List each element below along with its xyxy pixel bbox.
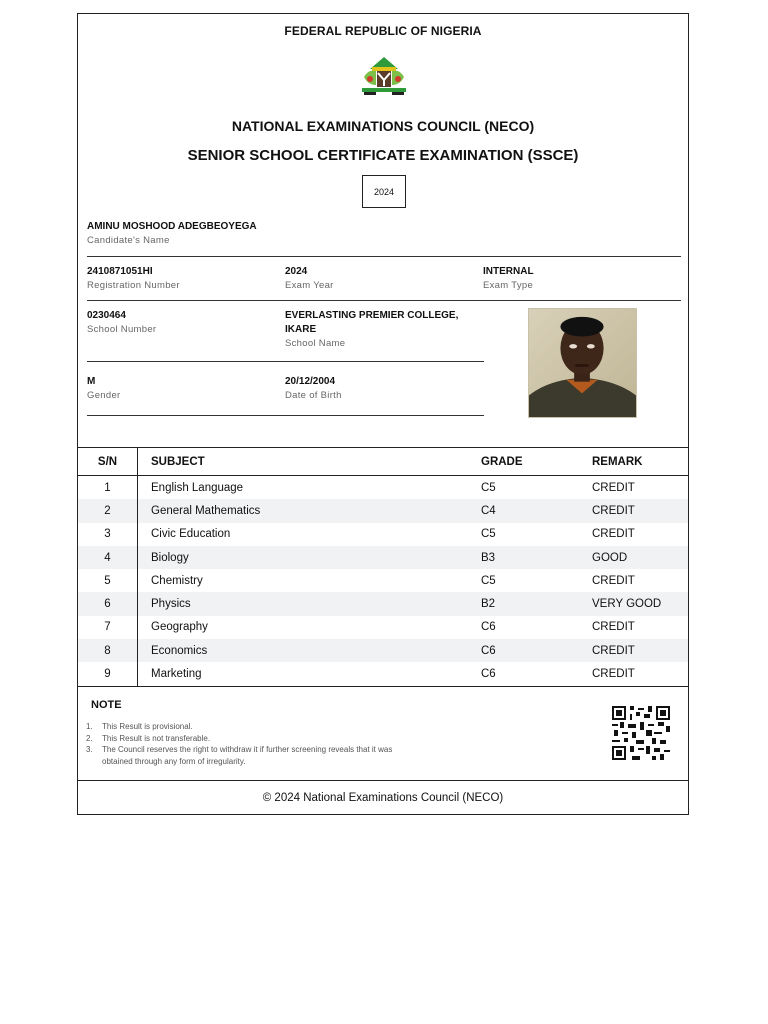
header-sn: S/N <box>78 448 138 476</box>
row-grade: B2 <box>481 592 592 615</box>
gender: M <box>87 376 96 387</box>
divider <box>87 300 681 301</box>
note-list <box>86 721 416 767</box>
council-name: NATIONAL EXAMINATIONS COUNCIL (NECO) <box>231 118 535 134</box>
row-remark: CREDIT <box>592 639 688 662</box>
row-sn: 9 <box>78 662 138 686</box>
candidate-photo <box>528 308 637 418</box>
row-subject: Economics <box>138 639 482 662</box>
exam-year-label: Exam Year <box>285 280 334 291</box>
row-sn: 8 <box>78 639 138 662</box>
exam-title: SENIOR SCHOOL CERTIFICATE EXAMINATION (SSCE) <box>187 147 579 164</box>
row-subject: Marketing <box>151 668 202 681</box>
row-sn: 2 <box>78 499 138 522</box>
table-header-row <box>78 448 688 476</box>
row-sn: 1 <box>78 476 138 500</box>
row-subject: Physics <box>138 592 482 615</box>
row-remark: CREDIT <box>592 668 635 681</box>
exam-type-label: Exam Type <box>483 280 534 291</box>
school-name-label: School Name <box>285 338 346 349</box>
school-number-label: School Number <box>87 324 157 335</box>
row-subject: English Language <box>151 481 244 494</box>
exam-year-field <box>285 265 334 293</box>
exam-type: INTERNAL <box>483 266 534 277</box>
reg-number: 2410871051HI <box>87 266 153 277</box>
row-remark: CREDIT <box>592 481 635 494</box>
header-grade: GRADE <box>481 448 592 476</box>
table-row <box>78 616 688 639</box>
school-number-field <box>87 309 156 337</box>
table-row <box>78 499 688 522</box>
date-of-birth-label: Date of Birth <box>285 390 342 401</box>
divider <box>87 256 681 257</box>
row-grade: C5 <box>481 528 496 541</box>
row-grade: C5 <box>481 574 496 587</box>
row-sn: 6 <box>78 592 138 615</box>
divider <box>87 415 484 416</box>
candidate-name: AMINU MOSHOOD ADEGBEOYEGA <box>87 221 257 232</box>
row-subject: Chemistry <box>151 574 203 587</box>
row-remark: CREDIT <box>592 574 635 587</box>
row-grade: C5 <box>481 481 496 494</box>
table-row <box>78 662 688 686</box>
country-title: FEDERAL REPUBLIC OF NIGERIA <box>284 24 482 38</box>
reg-number-field <box>87 265 180 293</box>
row-grade: C6 <box>481 639 592 662</box>
exam-year: 2024 <box>285 266 308 277</box>
row-remark: CREDIT <box>592 528 635 541</box>
table-row <box>78 476 688 500</box>
reg-number-label: Registration Number <box>87 280 180 291</box>
row-remark: VERY GOOD <box>592 592 688 615</box>
exam-year-box: 2024 <box>362 175 406 208</box>
row-sn: 7 <box>78 616 138 639</box>
school-name-field <box>285 309 458 351</box>
candidate-name-label: Candidate's Name <box>87 235 170 246</box>
row-grade: C6 <box>481 668 496 681</box>
note-text: This Result is provisional. <box>102 722 193 731</box>
qr-code-icon <box>612 706 670 760</box>
school-number: 0230464 <box>87 310 126 321</box>
gender-field <box>87 375 121 403</box>
note-item <box>86 721 416 733</box>
row-sn: 5 <box>78 569 138 592</box>
table-row <box>78 546 688 569</box>
note-title: NOTE <box>91 699 122 711</box>
exam-type-field <box>483 265 534 293</box>
note-number: 1. <box>86 722 93 731</box>
note-text: This Result is not transferable. <box>102 733 211 743</box>
dob-field <box>285 375 342 403</box>
results-table <box>78 447 688 687</box>
date-of-birth: 20/12/2004 <box>285 376 336 387</box>
divider <box>87 361 484 362</box>
row-subject: Geography <box>151 621 208 634</box>
note-number: 2. <box>86 733 93 743</box>
table-row <box>78 523 688 546</box>
school-name-line1: EVERLASTING PREMIER COLLEGE, <box>285 310 459 321</box>
row-subject: Civic Education <box>151 528 231 541</box>
row-subject: Biology <box>138 546 482 569</box>
table-row <box>78 639 688 662</box>
table-row <box>78 569 688 592</box>
note-item <box>86 733 416 745</box>
row-grade: C6 <box>481 621 496 634</box>
nigeria-coat-of-arms-icon <box>358 55 410 97</box>
row-grade: C4 <box>481 499 592 522</box>
row-remark: CREDIT <box>592 499 688 522</box>
row-sn: 4 <box>78 546 138 569</box>
row-remark: GOOD <box>592 546 688 569</box>
row-subject: General Mathematics <box>138 499 482 522</box>
header-subject: SUBJECT <box>138 448 482 476</box>
table-row <box>78 592 688 615</box>
footer-copyright: © 2024 National Examinations Council (NECO) <box>78 780 688 815</box>
row-sn: 3 <box>78 523 138 546</box>
header-remark: REMARK <box>592 448 688 476</box>
note-item <box>86 744 416 767</box>
row-grade: B3 <box>481 546 592 569</box>
gender-label: Gender <box>87 390 121 401</box>
note-number: 3. <box>86 745 93 754</box>
result-sheet <box>77 13 689 815</box>
row-remark: CREDIT <box>592 621 635 634</box>
candidate-name-field <box>87 220 257 248</box>
note-text: The Council reserves the right to withdraw it if further screening reveals that it was obtained through any form of irregularity. <box>102 745 393 766</box>
school-name-line2: IKARE <box>285 324 317 335</box>
